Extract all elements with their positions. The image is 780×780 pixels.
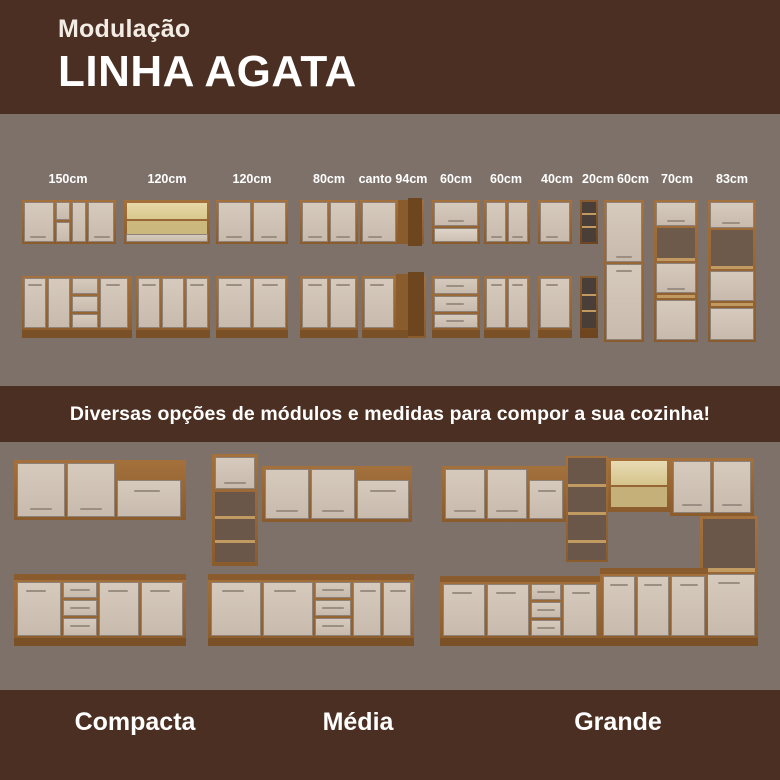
- header-subtitle: Modulação: [58, 15, 191, 43]
- module-lower-120-b: [216, 276, 288, 338]
- module-lower-60: [484, 276, 530, 338]
- module-tall-83: [708, 200, 756, 342]
- page-title: LINHA AGATA: [58, 47, 357, 96]
- showcase-panel: [0, 442, 780, 690]
- footer-label-media: Média: [322, 708, 394, 736]
- module-lower-150: [22, 276, 132, 338]
- module-size-label: 150cm: [48, 172, 88, 186]
- module-upper-40: [538, 200, 572, 244]
- module-size-label: 83cm: [716, 172, 748, 186]
- footer-label-grande: Grande: [574, 708, 662, 736]
- module-size-label: 80cm: [313, 172, 345, 186]
- module-size-label: 20cm: [582, 172, 614, 186]
- module-upper-20-shelf: [580, 200, 598, 244]
- header: [0, 0, 780, 114]
- module-size-label: 60cm: [440, 172, 472, 186]
- module-lower-120: [136, 276, 210, 338]
- module-lower-60-drawers: [432, 276, 480, 338]
- module-upper-60-flap: [432, 200, 480, 244]
- module-upper-80: [300, 200, 358, 244]
- module-size-label: 40cm: [541, 172, 573, 186]
- module-lower-20: [580, 276, 598, 338]
- module-size-label: 70cm: [661, 172, 693, 186]
- module-size-label: 120cm: [232, 172, 272, 186]
- module-upper-150: [22, 200, 116, 244]
- module-upper-120-open: [124, 200, 210, 244]
- modules-panel: [0, 114, 780, 386]
- module-lower-80: [300, 276, 358, 338]
- module-tall-60: [604, 200, 644, 342]
- mid-banner: [0, 386, 780, 442]
- banner-text: Diversas opções de módulos e medidas para compor a sua cozinha!: [69, 402, 711, 425]
- module-size-label: canto 94cm: [358, 172, 428, 186]
- module-upper-60: [484, 200, 530, 244]
- module-size-label: 120cm: [147, 172, 187, 186]
- footer: [0, 690, 780, 780]
- module-upper-120: [216, 200, 288, 244]
- module-lower-40: [538, 276, 572, 338]
- module-size-label: 60cm: [490, 172, 522, 186]
- module-size-label: 60cm: [617, 172, 649, 186]
- module-size-labels: [0, 172, 780, 194]
- footer-label-compacta: Compacta: [74, 708, 196, 736]
- module-upper-corner-94: [360, 200, 424, 244]
- module-lower-corner-94: [362, 276, 426, 338]
- module-tall-70-oven: [654, 200, 698, 342]
